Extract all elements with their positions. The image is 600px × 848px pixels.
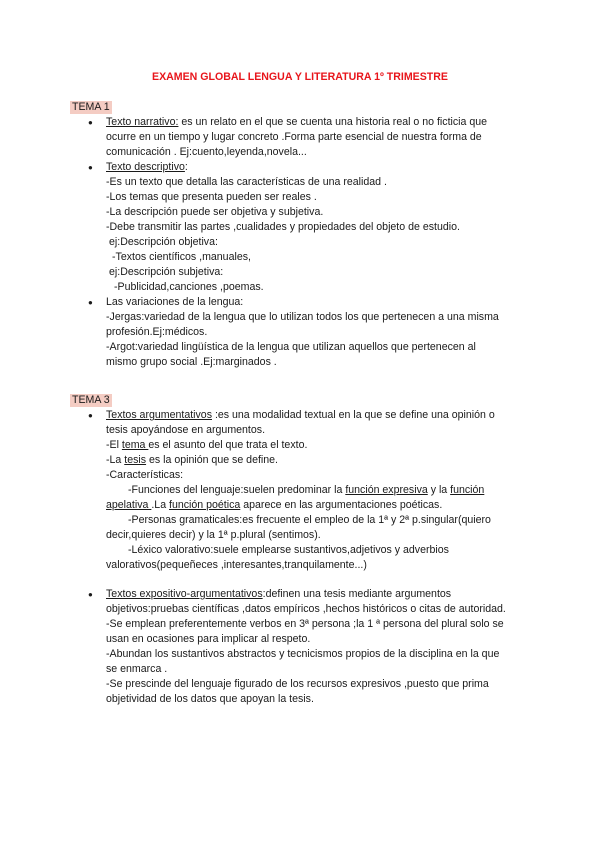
tema-1-heading: TEMA 1 [72,101,110,113]
descriptivo-line: -Textos científicos ,manuales, [112,251,251,263]
descriptivo-line: -Es un texto que detalla las características de una realidad . [106,176,387,188]
textos-argumentativos-term: Textos argumentativos [106,409,212,421]
list-item-textos-expositivo-argumentativos [88,587,528,707]
list-item-variaciones [88,295,528,370]
variaciones-line: -Jergas:variedad de la lengua que lo utilizan todos los que pertenecen a una misma [106,311,499,323]
descriptivo-line: -Publicidad,canciones ,poemas. [114,281,264,293]
expositivo-line: -Se prescinde del lenguaje figurado de los recursos expresivos ,puesto que prima [106,678,489,690]
descriptivo-line: -Los temas que presenta pueden ser reales . [106,191,317,203]
funcion-apelativa-term: apelativa [106,499,152,511]
funciones-pre: -Funciones del lenguaje:suelen predominar la [128,484,346,496]
expositivo-line: objetivos:pruebas científicas ,datos empíricos ,hechos históricos o citas de autoridad. [106,603,506,615]
personas-line: decir,quieres decir) y la 1ª p.plural (sentimos). [106,529,321,541]
narrativo-line: es un relato en el que se cuenta una historia real o no ficticia que [178,116,488,128]
lexico-line: -Léxico valorativo:suele emplearse sustantivos,adjetivos y adverbios [128,544,449,556]
descriptivo-line: -Debe transmitir las partes ,cualidades y propiedades del objeto de estudio. [106,221,460,233]
variaciones-line: ● Las variaciones de la lengua: [106,296,244,308]
variaciones-line: profesión.Ej:médicos. [106,326,208,338]
variaciones-line: mismo grupo social .Ej:marginados . [106,356,277,368]
expositivo-line: :definen una tesis mediante argumentos [262,588,452,600]
funciones-mid2: .La [151,499,170,511]
tema-1-content [88,115,528,370]
descriptivo-line: ej:Descripción subjetiva: [109,266,224,278]
list-item-texto-narrativo [88,115,528,160]
texto-descriptivo-term: Texto descriptivo [106,161,185,173]
lexico-line: valorativos(pequeñeces ,interesantes,tranquilamente...) [106,559,367,571]
tema-3-content [88,408,528,707]
funcion-poetica-term: función poética [169,499,241,511]
expositivo-line: -Se emplean preferentemente verbos en 3ª persona ;la 1 ª persona del plural solo se [106,618,504,630]
tesis-post: es la opinión que se define. [146,454,278,466]
funcion-expresiva-term: función expresiva [345,484,428,496]
narrativo-line: ocurre en un tiempo y lugar concreto .Forma parte esencial de nuestra forma de [106,131,482,143]
tema-term: tema [121,439,149,451]
tema-pre: -El [106,439,122,451]
list-item-texto-descriptivo [88,160,528,295]
descriptivo-line: -La descripción puede ser objetiva y subjetiva. [106,206,324,218]
caracteristicas-label: -Características: [106,469,184,481]
personas-line: -Personas gramaticales:es frecuente el empleo de la 1ª y 2ª p.singular(quiero [128,514,491,526]
expositivo-line: usan en ocasiones para implicar al respeto. [106,633,311,645]
expositivo-line: se enmarca . [106,663,168,675]
funciones-post: aparece en las argumentaciones poéticas. [240,499,443,511]
expositivo-line: -Abundan los sustantivos abstractos y tecnicismos propios de la disciplina en la que [106,648,500,660]
funciones-mid: y la [427,484,451,496]
funcion-word: función [450,484,485,496]
tema-post: es el asunto del que trata el texto. [148,439,308,451]
descriptivo-line: ej:Descripción objetiva: [109,236,218,248]
argumentativos-line: :es una modalidad textual en la que se define una opinión o [212,409,495,421]
tema-3-heading: TEMA 3 [72,394,110,406]
list-item-textos-argumentativos [88,408,528,573]
narrativo-line: comunicación . Ej:cuento,leyenda,novela... [106,146,307,158]
tesis-term: tesis [124,454,147,466]
textos-expositivo-argumentativos-term: Textos expositivo-argumentativos [106,588,263,600]
descriptivo-colon: : [184,161,188,173]
texto-narrativo-term: Texto narrativo: [106,116,179,128]
page-title: EXAMEN GLOBAL LENGUA Y LITERATURA 1º TRIMESTRE [152,71,448,83]
argumentativos-line: tesis apoyándose en argumentos. [106,424,266,436]
tesis-pre: -La [106,454,125,466]
expositivo-line: objetividad de los datos que apoyan la tesis. [106,693,314,705]
variaciones-line: -Argot:variedad lingüística de la lengua que utilizan aquellos que pertenecen al [106,341,476,353]
